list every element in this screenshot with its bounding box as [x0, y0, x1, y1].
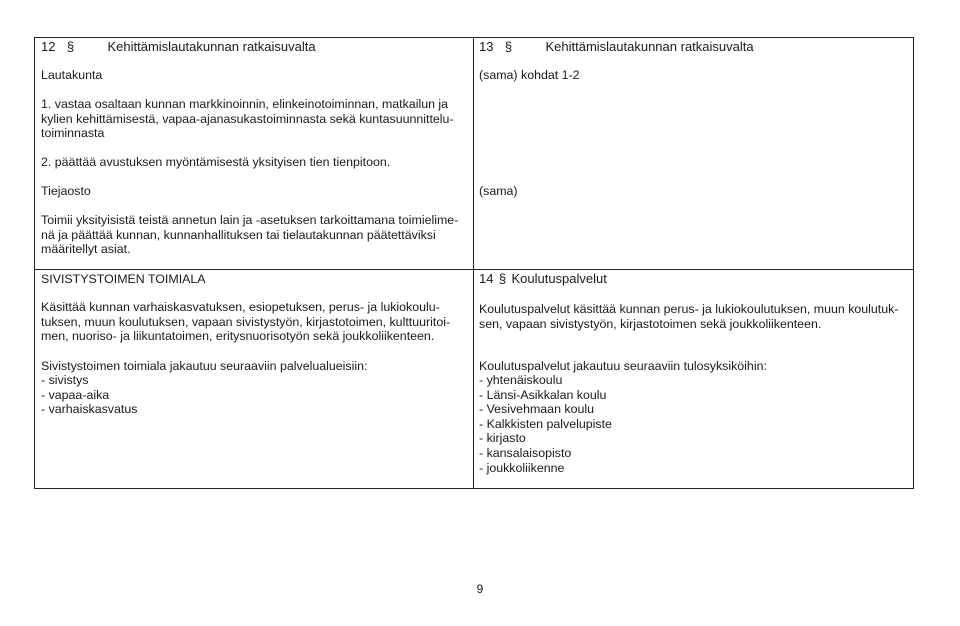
sama-kohdat: (sama) kohdat 1-2 [479, 68, 580, 82]
list-item: - vapaa-aika [41, 387, 110, 402]
sivistystoimi-text: Käsittää kunnan varhaiskasvatuksen, esiopetuksen, perus- ja lukiokoulu- tuksen, muun koulutuksen, vapaan sivistystyön, kirjastotoimen, kulttuuritoi- men, nuoriso- ja liikuntatoimen, eritysnuorisotyön sekä joukkoliikenteen. [41, 300, 451, 344]
section-14-title: Koulutuspalvelut [511, 271, 607, 286]
right-section-title: Kehittämislautakunnan ratkaisuvalta [545, 39, 754, 54]
sivistystoimi-heading: SIVISTYSTOIMEN TOIMIALA [41, 272, 206, 286]
section-14-mark: § [498, 271, 507, 286]
left-section-number: 12 [41, 39, 56, 54]
koulutuspalvelut-jakautuu: Koulutuspalvelut jakautuu seuraaviin tulosyksiköihin: [479, 359, 767, 373]
koulutuspalvelut-text: Koulutuspalvelut käsittää kunnan perus- ja lukiokoulutuksen, muun koulutuk- sen, vapaan sivistystyön, kirjastotoimen sekä joukkoliikenteen. [479, 302, 899, 331]
lautakunta-label: Lautakunta [41, 68, 103, 82]
left-item-1: 1. vastaa osaltaan kunnan markkinoinnin, elinkeinotoiminnan, matkailun ja kylien kehittämisestä, vapaa-ajanasukastoiminnasta sekä kuntasuunnittelu- toiminnasta [41, 97, 454, 141]
column-divider [473, 38, 474, 488]
list-item: - joukkoliikenne [479, 460, 565, 475]
page-number: 9 [476, 582, 484, 596]
left-section-title: Kehittämislautakunnan ratkaisuvalta [107, 39, 316, 54]
left-item-2: 2. päättää avustuksen myöntämisestä yksityisen tien tienpitoon. [41, 155, 391, 169]
section-14-number: 14 [479, 271, 494, 286]
tiejaosto-text: Toimii yksityisistä teistä annetun lain ja -asetuksen tarkoittamana toimielime- nä ja päättää kunnan, kunnanhallituksen tai tielautakunnan päätettäviksi määritellyt asiat. [41, 213, 459, 257]
tiejaosto-label: Tiejaosto [41, 184, 91, 198]
right-section-number: 13 [479, 39, 494, 54]
sivistystoimi-jakautuu: Sivistystoimen toimiala jakautuu seuraaviin palvelualueisiin: [41, 359, 368, 373]
right-section-mark: § [504, 39, 513, 54]
left-section-heading [41, 40, 316, 55]
list-item: - Vesivehmaan koulu [479, 402, 595, 417]
list-item: - sivistys [41, 373, 89, 387]
list-item: - kansalaisopisto [479, 446, 572, 460]
section-14-heading [479, 272, 607, 287]
row-divider [35, 269, 913, 270]
sama-tiejaosto: (sama) [479, 184, 518, 198]
right-section-heading [479, 40, 754, 55]
comparison-table [34, 37, 914, 489]
list-item: - varhaiskasvatus [41, 402, 138, 417]
list-item: - Kalkkisten palvelupiste [479, 416, 612, 431]
list-item: - yhtenäiskoulu [479, 373, 563, 387]
list-item: - kirjasto [479, 431, 526, 446]
left-section-mark: § [66, 39, 75, 54]
list-item: - Länsi-Asikkalan koulu [479, 387, 607, 402]
